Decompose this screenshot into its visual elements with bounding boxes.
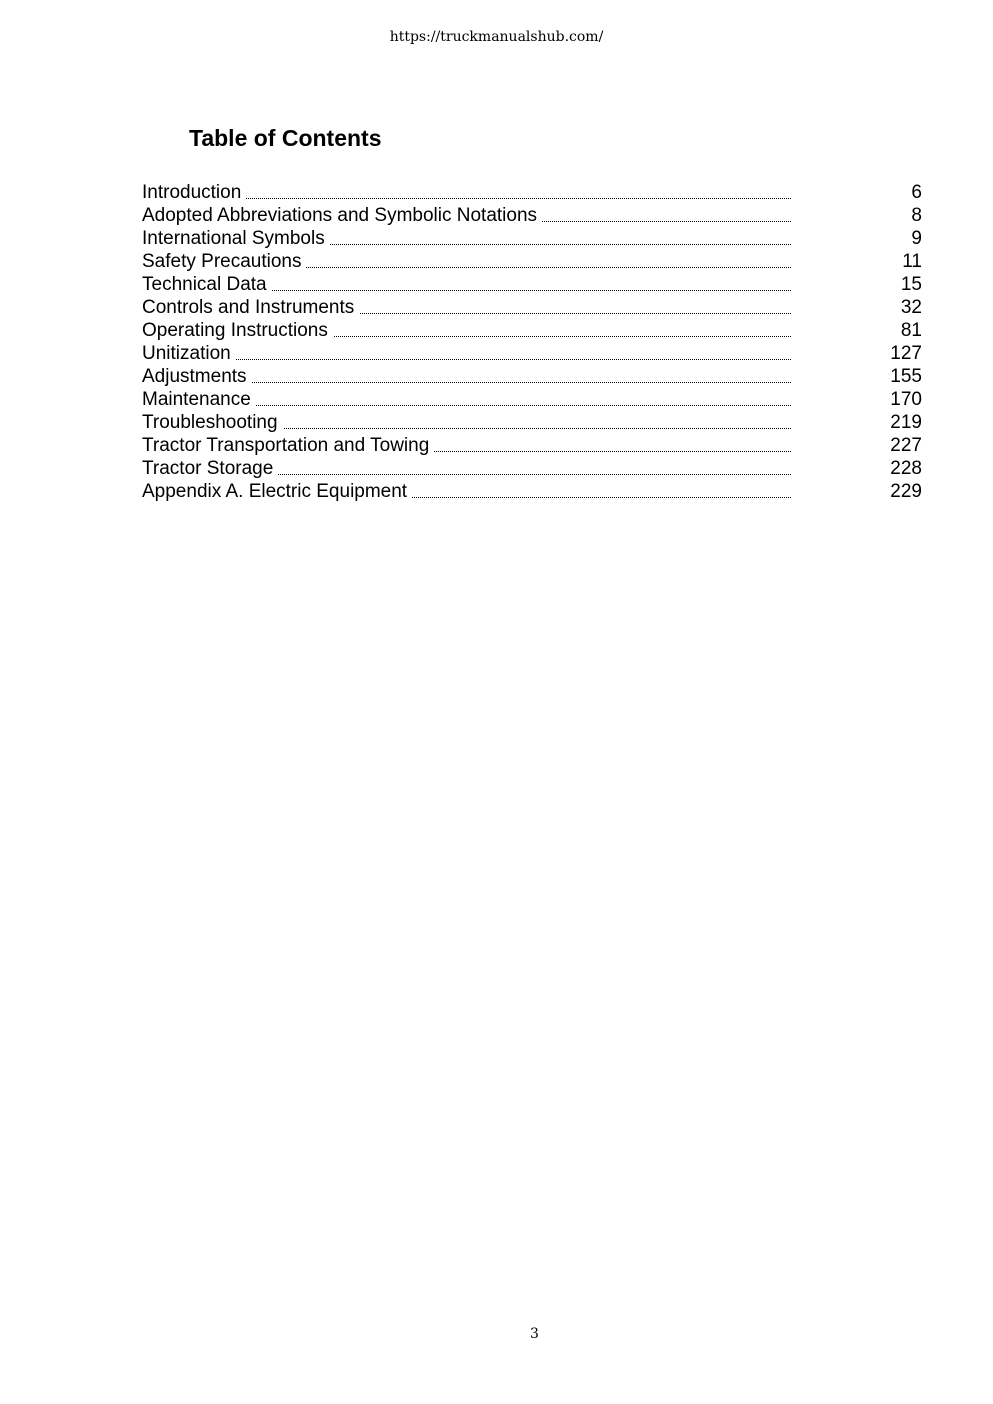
toc-title: Table of Contents — [189, 125, 382, 151]
toc-entry-page: 219 — [890, 412, 922, 433]
toc-entry-appendix-a[interactable] — [142, 480, 922, 503]
toc-entry-controls-and-instruments[interactable] — [142, 296, 922, 319]
toc-entry-introduction[interactable] — [142, 181, 922, 204]
toc-entry-abbreviations[interactable] — [142, 204, 922, 227]
toc-entry-label: Tractor Storage — [142, 457, 278, 480]
toc-entry-technical-data[interactable] — [142, 273, 922, 296]
toc-entry-label: Controls and Instruments — [142, 296, 359, 319]
page-number: 3 — [530, 1326, 539, 1342]
toc-entry-tractor-storage[interactable] — [142, 457, 922, 480]
toc-entry-page: 81 — [900, 320, 922, 341]
toc-entry-label: Adjustments — [142, 365, 252, 388]
toc-entry-page: 32 — [900, 297, 922, 318]
toc-entry-adjustments[interactable] — [142, 365, 922, 388]
toc-entry-label: Appendix A. Electric Equipment — [142, 480, 412, 503]
toc-entry-page: 127 — [890, 343, 922, 364]
toc-entry-page: 229 — [890, 481, 922, 502]
toc-list — [142, 181, 922, 503]
toc-entry-label: Maintenance — [142, 388, 256, 411]
toc-entry-international-symbols[interactable] — [142, 227, 922, 250]
toc-entry-maintenance[interactable] — [142, 388, 922, 411]
toc-entry-label: International Symbols — [142, 227, 330, 250]
toc-entry-label: Troubleshooting — [142, 411, 283, 434]
toc-entry-label: Tractor Transportation and Towing — [142, 434, 434, 457]
dot-leader — [142, 359, 791, 360]
toc-entry-label: Adopted Abbreviations and Symbolic Notations — [142, 204, 542, 227]
toc-entry-label: Safety Precautions — [142, 250, 306, 273]
toc-entry-label: Unitization — [142, 342, 236, 365]
toc-entry-label: Introduction — [142, 181, 246, 204]
toc-entry-transportation-and-towing[interactable] — [142, 434, 922, 457]
toc-entry-page: 8 — [911, 205, 922, 226]
toc-entry-page: 228 — [890, 458, 922, 479]
toc-entry-unitization[interactable] — [142, 342, 922, 365]
toc-entry-page: 155 — [890, 366, 922, 387]
toc-entry-troubleshooting[interactable] — [142, 411, 922, 434]
toc-entry-label: Technical Data — [142, 273, 272, 296]
toc-entry-label: Operating Instructions — [142, 319, 333, 342]
header-url[interactable]: https://truckmanualshub.com/ — [389, 29, 604, 45]
toc-entry-page: 227 — [890, 435, 922, 456]
toc-entry-page: 15 — [900, 274, 922, 295]
toc-entry-page: 9 — [911, 228, 922, 249]
toc-entry-safety-precautions[interactable] — [142, 250, 922, 273]
toc-entry-page: 11 — [902, 251, 922, 272]
toc-entry-page: 6 — [911, 182, 922, 203]
toc-entry-page: 170 — [890, 389, 922, 410]
toc-entry-operating-instructions[interactable] — [142, 319, 922, 342]
